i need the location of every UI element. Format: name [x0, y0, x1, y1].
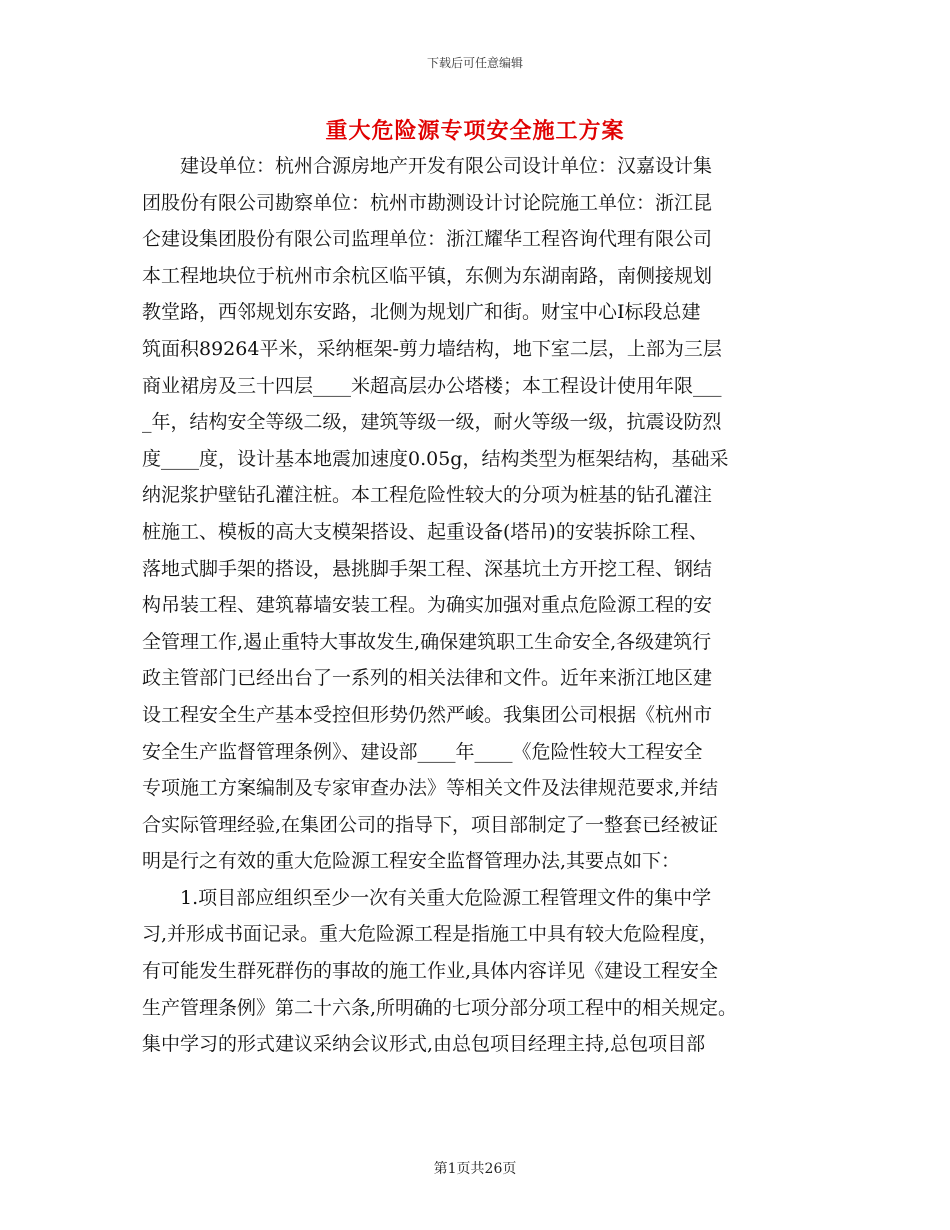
body-line: 本工程地块位于杭州市余杭区临平镇，东侧为东湖南路，南侧接规划 — [142, 264, 713, 287]
page-header-note: 下载后可任意编辑 — [426, 56, 523, 70]
body-line: 设工程安全生产基本受控但形势仍然严峻。我集团公司根据《杭州市 — [142, 703, 713, 726]
body-line: 安全生产监督管理条例》、建设部____年____《危险性较大工程安全 — [142, 740, 703, 763]
document-title: 重大危险源专项安全施工方案 — [325, 118, 625, 144]
body-line: 仑建设集团股份有限公司监理单位：浙江耀华工程咨询代理有限公司 — [142, 228, 713, 251]
body-line: 合实际管理经验,在集团公司的指导下，项目部制定了一整套已经被证 — [142, 813, 719, 836]
body-line: 生产管理条例》第二十六条,所明确的七项分部分项工程中的相关规定。 — [142, 996, 738, 1019]
body-line: 全管理工作,遏止重特大事故发生,确保建筑职工生命安全,各级建筑行 — [142, 630, 712, 653]
body-line: 桩施工、模板的高大支模架搭设、起重设备(塔吊)的安装拆除工程、 — [142, 520, 708, 543]
body-line: 教堂路，西邻规划东安路，北侧为规划广和街。财宝中心Ⅰ标段总建 — [142, 301, 701, 324]
body-line: 构吊装工程、建筑幕墙安装工程。为确实加强对重点危险源工程的安 — [142, 594, 713, 617]
document-body — [142, 148, 814, 1063]
body-line: 团股份有限公司勘察单位：杭州市勘测设计讨论院施工单位：浙江昆 — [142, 191, 713, 214]
body-line: 集中学习的形式建议采纳会议形式,由总包项目经理主持,总包项目部 — [142, 1033, 706, 1056]
body-line: _年，结构安全等级二级，建筑等级一级，耐火等级一级，抗震设防烈 — [142, 411, 722, 434]
body-line: 建设单位：杭州合源房地产开发有限公司设计单位：汉嘉设计集 — [142, 155, 713, 177]
body-line: 有可能发生群死群伤的事故的施工作业,具体内容详见《建设工程安全 — [142, 960, 719, 983]
body-line: 明是行之有效的重大危险源工程安全监督管理办法,其要点如下： — [142, 850, 681, 873]
body-line: 度____度，设计基本地震加速度0.05g，结构类型为框架结构，基础采 — [142, 447, 729, 470]
body-line: 政主管部门已经出台了一系列的相关法律和文件。近年来浙江地区建 — [142, 667, 713, 690]
body-line: 筑面积89264平米，采纳框架-剪力墙结构，地下室二层，上部为三层 — [142, 337, 722, 360]
body-line: 1.项目部应组织至少一次有关重大危险源工程管理文件的集中学 — [142, 886, 712, 909]
body-line: 商业裙房及三十四层____米超高层办公塔楼；本工程设计使用年限___ — [142, 374, 722, 397]
body-line: 纳泥浆护壁钻孔灌注桩。本工程危险性较大的分项为桩基的钻孔灌注 — [142, 484, 713, 507]
body-line: 专项施工方案编制及专家审查办法》等相关文件及法律规范要求,并结 — [142, 777, 719, 800]
body-line: 习,并形成书面记录。重大危险源工程是指施工中具有较大危险程度， — [142, 923, 719, 946]
page-footer-number: 第1页共26页 — [433, 1161, 517, 1177]
body-line: 落地式脚手架的搭设，悬挑脚手架工程、深基坑土方开挖工程、钢结 — [142, 557, 713, 580]
